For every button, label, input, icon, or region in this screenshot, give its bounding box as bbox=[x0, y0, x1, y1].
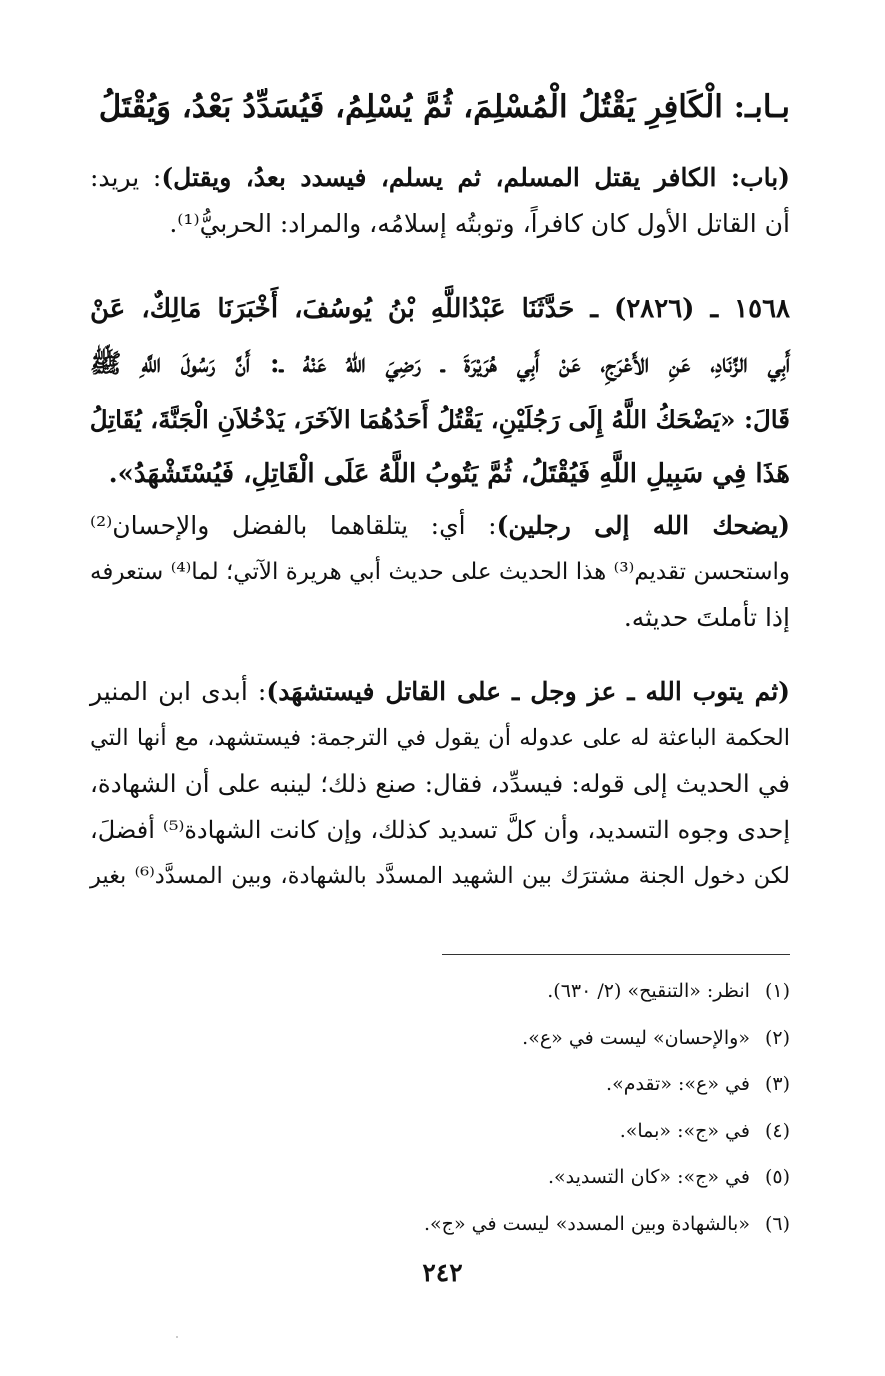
commentary-paragraph-2 bbox=[90, 503, 790, 641]
footnote-separator bbox=[442, 954, 790, 955]
hadith-line: هَذَا فِي سَبِيلِ اللَّهِ فَيُقْتَلُ، ثُمَّ يَتُوبُ اللَّهُ عَلَى الْقَاتِلِ، فَيُسْتَشْهَدُ». bbox=[108, 459, 790, 489]
hadith-line: ١٥٦٨ ـ (٢٨٢٦) ـ حَدَّثَنَا عَبْدُاللَّهِ بْنُ يُوسُفَ، أَخْبَرَنَا مَالِكٌ، عَنْ bbox=[90, 294, 790, 324]
paragraph-line bbox=[90, 503, 790, 549]
paragraph-line: لكن دخول الجنة مشترَك بين الشهيد المسدَّد بالشهادة، وبين المسدَّد⁽⁶⁾ بغير bbox=[90, 863, 791, 889]
footnotes bbox=[190, 968, 790, 1247]
footnote-item bbox=[190, 968, 790, 1015]
quoted-heading: (ثم يتوب الله ـ عز وجل ـ على القاتل فيستشهَد) bbox=[266, 677, 790, 706]
footnote-number: (١) bbox=[764, 980, 790, 1002]
footnote-item bbox=[190, 1201, 790, 1248]
paragraph-text: : أبدى ابن المنير bbox=[90, 677, 267, 706]
footnote-number: (٢) bbox=[764, 1026, 790, 1049]
paragraph-text: : يريد: bbox=[90, 163, 162, 192]
footnote-item bbox=[190, 1108, 790, 1155]
scan-speck bbox=[176, 1336, 178, 1338]
footnote-number: (٤) bbox=[764, 1119, 790, 1142]
footnote-text: انظر: «التنقيح» (٢/ ٦٣٠). bbox=[547, 980, 750, 1002]
footnote-text: «والإحسان» ليست في «ع». bbox=[522, 1026, 750, 1049]
paragraph-line: إحدى وجوه التسديد، وأن كلَّ تسديد كذلك، وإن كانت الشهادة⁽⁵⁾ أفضلَ، bbox=[90, 816, 790, 844]
footnote-number: (٣) bbox=[764, 1073, 790, 1095]
paragraph-line: أن القاتل الأول كان كافراً، وتوبتُه إسلامُه، والمراد: الحربيُّ⁽¹⁾. bbox=[169, 209, 790, 238]
hadith-line: أَبِي الزِّنَادِ، عَنِ الأَعْرَجِ، عَنْ أَبِي هُرَيْرَةَ ـ رَضِيَ اللهُ عَنْهُ ـ: أَنَّ رَسُولَ اللَّهِ ﷺ bbox=[90, 349, 790, 379]
hadith-line: قَالَ: «يَضْحَكُ اللَّهُ إِلَى رَجُلَيْنِ، يَقْتُلُ أَحَدُهُمَا الآخَرَ، يَدْخُلاَنِ الْجَنَّةَ، يُقَاتِلُ bbox=[89, 405, 790, 434]
footnote-text: في «ج»: «كان التسديد». bbox=[547, 1166, 750, 1188]
footnote-number: (٦) bbox=[764, 1212, 790, 1235]
quoted-heading: (باب: الكافر يقتل المسلم، ثم يسلم، فيسدد بعدُ، ويقتل) bbox=[161, 163, 791, 192]
paragraph-text: : أي: يتلقاهما بالفضل والإحسان⁽²⁾ bbox=[90, 511, 497, 540]
chapter-title: بـابـ: الْكَافِرِ يَقْتُلُ الْمُسْلِمَ، ثُمَّ يُسْلِمُ، فَيُسَدِّدُ بَعْدُ، وَيُقْتَلُ bbox=[98, 89, 790, 125]
footnote-item bbox=[190, 1015, 790, 1062]
footnote-number: (٥) bbox=[764, 1166, 790, 1188]
commentary-paragraph-3 bbox=[90, 669, 790, 899]
footnote-item bbox=[190, 1061, 790, 1108]
footnote-item bbox=[190, 1154, 790, 1201]
hadith-text bbox=[90, 282, 790, 502]
paragraph-line: في الحديث إلى قوله: فيسدِّد، فقال: صنع ذلك؛ لينبه على أن الشهادة، bbox=[90, 769, 790, 798]
paragraph-line bbox=[90, 669, 790, 715]
page-number: ٢٤٢ bbox=[422, 1258, 463, 1287]
footnote-text: «بالشهادة وبين المسدد» ليست في «ج». bbox=[424, 1212, 750, 1235]
paragraph-line: إذا تأملتَ حديثه. bbox=[623, 603, 790, 632]
paragraph-line bbox=[90, 155, 790, 201]
quoted-heading: (يضحك الله إلى رجلين) bbox=[496, 511, 791, 540]
commentary-paragraph-1 bbox=[90, 155, 790, 247]
footnote-text: في «ع»: «تقدم». bbox=[606, 1073, 750, 1095]
paragraph-line: الحكمة الباعثة له على عدوله أن يقول في الترجمة: فيستشهد، مع أنها التي bbox=[90, 725, 790, 751]
paragraph-line: واستحسن تقديم⁽³⁾ هذا الحديث على حديث أبي هريرة الآتي؛ لما⁽⁴⁾ ستعرفه bbox=[90, 559, 790, 585]
footnote-text: في «ج»: «بما». bbox=[619, 1119, 750, 1142]
